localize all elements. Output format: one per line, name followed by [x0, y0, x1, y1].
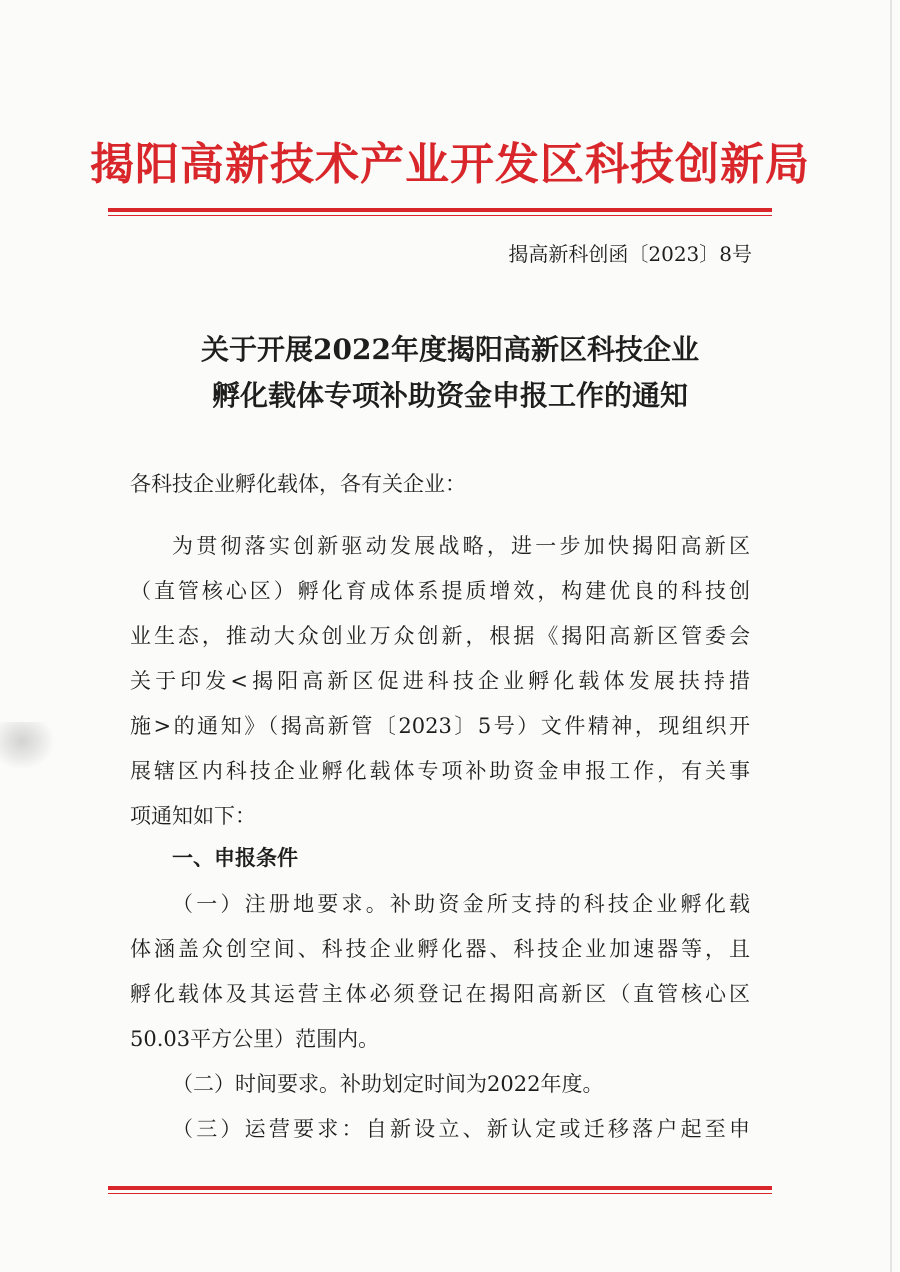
paragraph-1-line: （直管核心区）孵化育成体系提质增效，构建优良的科技创 [130, 579, 750, 603]
paragraph-1-line: 展辖区内科技企业孵化载体专项补助资金申报工作，有关事 [130, 759, 750, 783]
paragraph-1-line: 施>的通知》（揭高新管〔2023〕5号）文件精神，现组织开 [130, 714, 750, 738]
document-title-line-1: 关于开展2022年度揭阳高新区科技企业 [201, 333, 699, 366]
item-1-line: 体涵盖众创空间、科技企业孵化器、科技企业加速器等，且 [130, 937, 750, 961]
section-1-heading: 一、申报条件 [172, 845, 298, 870]
document-title-line-2: 孵化载体专项补助资金申报工作的通知 [211, 379, 688, 412]
item-3: （三）运营要求：自新设立、新认定或迁移落户起至申 [172, 1117, 750, 1141]
salutation: 各科技企业孵化载体，各有关企业： [130, 472, 466, 496]
item-1-line: 孵化载体及其运营主体必须登记在揭阳高新区（直管核心区 [130, 982, 750, 1006]
item-2: （二）时间要求。补助划定时间为2022年度。 [172, 1072, 604, 1096]
paragraph-1-line: 项通知如下： [130, 804, 256, 828]
footer-rule [108, 1186, 772, 1194]
scan-smudge [0, 722, 55, 770]
letterhead-title: 揭阳高新技术产业开发区科技创新局 [90, 139, 810, 190]
paragraph-1-line: 业生态，推动大众创业万众创新，根据《揭阳高新区管委会 [130, 624, 750, 648]
paragraph-1-line: 为贯彻落实创新驱动发展战略，进一步加快揭阳高新区 [172, 534, 750, 558]
letterhead-rule [108, 208, 772, 216]
paragraph-1-line: 关于印发<揭阳高新区促进科技企业孵化载体发展扶持措 [130, 669, 750, 693]
document-number: 揭高新科创函〔2023〕8号 [508, 242, 752, 266]
item-1-line: （一）注册地要求。补助资金所支持的科技企业孵化载 [172, 892, 750, 916]
item-1-line: 50.03平方公里）范围内。 [130, 1027, 380, 1051]
